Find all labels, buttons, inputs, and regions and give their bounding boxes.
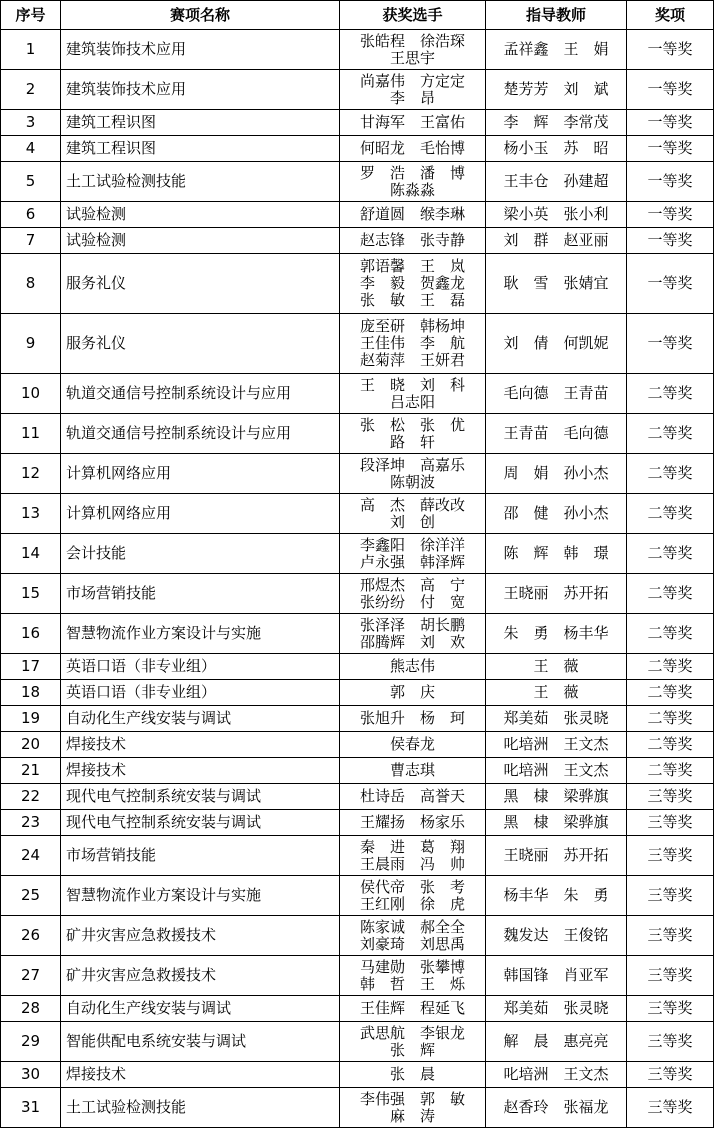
winner-line: 王耀扬 杨家乐 [359,813,465,831]
winners [340,574,486,614]
winner-line: 杜诗岳 高誉天 [359,787,465,805]
teachers: 刘 群 赵亚丽 [486,228,627,254]
winners [340,1088,486,1128]
teachers: 刘 倩 何凯妮 [486,314,627,374]
event-name: 轨道交通信号控制系统设计与应用 [61,414,340,454]
table-row [1,534,714,574]
winners [340,916,486,956]
winner-line: 王佳辉 程延飞 [359,999,465,1017]
event-name: 英语口语（非专业组） [61,680,340,706]
award-level: 一等奖 [627,136,714,162]
event-name: 计算机网络应用 [61,494,340,534]
award-level: 二等奖 [627,574,714,614]
winner-line: 张 晨 [389,1065,435,1083]
winners [340,654,486,680]
row-index: 18 [1,680,61,706]
table-row [1,1022,714,1062]
winner-line: 吕志阳 [389,392,435,411]
table-row [1,758,714,784]
winners [340,732,486,758]
teachers: 陈 辉 韩 璟 [486,534,627,574]
teachers: 王青苗 毛向德 [486,414,627,454]
teachers: 魏发达 王俊铭 [486,916,627,956]
event-name: 试验检测 [61,202,340,228]
winner-line: 张旭升 杨 珂 [359,709,465,727]
row-index: 13 [1,494,61,534]
header-winners: 获奖选手 [340,1,486,30]
teachers: 杨小玉 苏 昭 [486,136,627,162]
header-award: 奖项 [627,1,714,30]
event-name: 建筑工程识图 [61,136,340,162]
teachers: 李 辉 李常茂 [486,110,627,136]
award-level: 三等奖 [627,1088,714,1128]
award-level: 一等奖 [627,70,714,110]
row-index: 23 [1,810,61,836]
row-index: 11 [1,414,61,454]
winner-line: 王佳伟 李 航 [359,334,465,352]
event-name: 智能供配电系统安装与调试 [61,1022,340,1062]
winner-line: 张皓程 徐浩琛 [359,31,465,50]
award-level: 二等奖 [627,534,714,574]
table-row [1,30,714,70]
winners [340,494,486,534]
table-row [1,1062,714,1088]
winners [340,956,486,996]
winner-line: 邢煜杰 高 宁 [359,575,465,594]
winner-line: 何昭龙 毛怡博 [359,139,465,157]
row-index: 30 [1,1062,61,1088]
winners [340,758,486,784]
winner-line: 庞至研 韩杨坤 [359,317,465,335]
teachers: 解 晨 惠亮亮 [486,1022,627,1062]
winner-line: 曹志琪 [389,761,435,779]
winner-line: 张泽泽 胡长鹏 [359,615,465,634]
table-row [1,228,714,254]
table-row [1,574,714,614]
winner-line: 路 轩 [389,432,435,451]
winner-line: 陈朝波 [389,472,435,491]
winners [340,70,486,110]
award-level: 二等奖 [627,758,714,784]
event-name: 矿井灾害应急救援技术 [61,956,340,996]
award-level: 三等奖 [627,916,714,956]
winner-line: 邵腾辉 刘 欢 [359,632,465,651]
teachers: 王晓丽 苏开拓 [486,574,627,614]
table-row [1,732,714,758]
winner-line: 段泽坤 高嘉乐 [359,455,465,474]
event-name: 土工试验检测技能 [61,1088,340,1128]
award-level: 一等奖 [627,30,714,70]
teachers: 叱培洲 王文杰 [486,758,627,784]
teachers: 邵 健 孙小杰 [486,494,627,534]
award-level: 二等奖 [627,414,714,454]
table-row [1,680,714,706]
row-index: 21 [1,758,61,784]
teachers: 朱 勇 杨丰华 [486,614,627,654]
event-name: 土工试验检测技能 [61,162,340,202]
event-name: 服务礼仪 [61,254,340,314]
event-name: 建筑工程识图 [61,110,340,136]
row-index: 5 [1,162,61,202]
winners [340,534,486,574]
event-name: 试验检测 [61,228,340,254]
event-name: 市场营销技能 [61,836,340,876]
teachers: 楚芳芳 刘 斌 [486,70,627,110]
event-name: 会计技能 [61,534,340,574]
winner-line: 赵菊萍 王妍君 [359,351,465,369]
header-teachers: 指导教师 [486,1,627,30]
event-name: 焊接技术 [61,758,340,784]
event-name: 矿井灾害应急救援技术 [61,916,340,956]
winners [340,836,486,876]
winners [340,1062,486,1088]
table-row [1,202,714,228]
event-name: 市场营销技能 [61,574,340,614]
winner-line: 刘豪琦 刘思禹 [359,934,465,953]
winner-line: 王晨雨 冯 帅 [359,854,465,873]
winner-line: 罗 浩 潘 博 [359,163,465,182]
winners [340,136,486,162]
winner-line: 王思宇 [389,48,435,67]
winners [340,202,486,228]
teachers: 耿 雪 张婧宜 [486,254,627,314]
teachers: 孟祥鑫 王 娟 [486,30,627,70]
table-row [1,810,714,836]
event-name: 英语口语（非专业组） [61,654,340,680]
event-name: 焊接技术 [61,732,340,758]
teachers: 毛向德 王青苗 [486,374,627,414]
teachers: 王丰仓 孙建超 [486,162,627,202]
table-row [1,136,714,162]
winner-line: 舒道圆 缑李琳 [359,205,465,223]
table-row [1,414,714,454]
winner-line: 高 杰 薛改改 [359,495,465,514]
header-row [1,1,714,30]
winner-line: 王红刚 徐 虎 [359,894,465,913]
event-name: 服务礼仪 [61,314,340,374]
winner-line: 侯春龙 [389,735,435,753]
award-level: 一等奖 [627,162,714,202]
row-index: 28 [1,996,61,1022]
winners [340,996,486,1022]
winners [340,162,486,202]
winners [340,784,486,810]
table-row [1,374,714,414]
teachers: 郑美茹 张灵晓 [486,706,627,732]
winner-line: 武思航 李银龙 [359,1023,465,1042]
award-level: 一等奖 [627,254,714,314]
winners [340,110,486,136]
row-index: 6 [1,202,61,228]
table-row [1,70,714,110]
award-level: 三等奖 [627,1062,714,1088]
winners [340,1022,486,1062]
winner-line: 熊志伟 [389,657,435,675]
event-name: 建筑装饰技术应用 [61,70,340,110]
teachers: 郑美茹 张灵晓 [486,996,627,1022]
award-level: 一等奖 [627,314,714,374]
winners [340,614,486,654]
winners [340,254,486,314]
winner-line: 张纷纷 付 宽 [359,592,465,611]
winner-line: 马建勋 张攀博 [359,957,465,976]
row-index: 8 [1,254,61,314]
award-level: 二等奖 [627,614,714,654]
winner-line: 赵志锋 张寺静 [359,231,465,249]
event-name: 自动化生产线安装与调试 [61,996,340,1022]
row-index: 27 [1,956,61,996]
event-name: 建筑装饰技术应用 [61,30,340,70]
award-level: 二等奖 [627,732,714,758]
winner-line: 王 晓 刘 科 [359,375,465,394]
award-level: 一等奖 [627,110,714,136]
row-index: 24 [1,836,61,876]
award-level: 三等奖 [627,1022,714,1062]
winner-line: 侯代帝 张 考 [359,877,465,896]
row-index: 19 [1,706,61,732]
event-name: 计算机网络应用 [61,454,340,494]
table-row [1,110,714,136]
row-index: 25 [1,876,61,916]
winner-line: 张 敏 王 磊 [359,291,465,309]
table-row [1,254,714,314]
event-name: 轨道交通信号控制系统设计与应用 [61,374,340,414]
table-row [1,162,714,202]
row-index: 10 [1,374,61,414]
award-level: 三等奖 [627,810,714,836]
event-name: 自动化生产线安装与调试 [61,706,340,732]
winner-line: 李 昂 [389,88,435,107]
award-level: 二等奖 [627,494,714,534]
table-row [1,956,714,996]
winners [340,374,486,414]
row-index: 2 [1,70,61,110]
award-level: 三等奖 [627,876,714,916]
teachers: 韩国锋 肖亚军 [486,956,627,996]
award-level: 一等奖 [627,202,714,228]
row-index: 29 [1,1022,61,1062]
event-name: 现代电气控制系统安装与调试 [61,810,340,836]
winner-line: 韩 哲 王 烁 [359,974,465,993]
teachers: 王 薇 [486,654,627,680]
winners [340,30,486,70]
row-index: 16 [1,614,61,654]
winners [340,680,486,706]
teachers: 杨丰华 朱 勇 [486,876,627,916]
award-level: 三等奖 [627,996,714,1022]
event-name: 焊接技术 [61,1062,340,1088]
teachers: 叱培洲 王文杰 [486,1062,627,1088]
event-name: 智慧物流作业方案设计与实施 [61,876,340,916]
winners [340,876,486,916]
winner-line: 李鑫阳 徐洋洋 [359,535,465,554]
award-level: 二等奖 [627,654,714,680]
award-level: 三等奖 [627,784,714,810]
row-index: 14 [1,534,61,574]
winner-line: 麻 涛 [389,1106,435,1125]
winner-line: 郭语馨 王 岚 [359,257,465,275]
row-index: 15 [1,574,61,614]
award-level: 二等奖 [627,706,714,732]
teachers: 梁小英 张小利 [486,202,627,228]
teachers: 王晓丽 苏开拓 [486,836,627,876]
teachers: 黑 棣 梁骅旗 [486,810,627,836]
winners [340,706,486,732]
table-row [1,916,714,956]
event-name: 现代电气控制系统安装与调试 [61,784,340,810]
row-index: 9 [1,314,61,374]
winner-line: 郭 庆 [389,683,435,701]
teachers: 叱培洲 王文杰 [486,732,627,758]
winner-line: 张 辉 [389,1040,435,1059]
table-row [1,314,714,374]
award-level: 二等奖 [627,680,714,706]
winner-line: 秦 进 葛 翔 [359,837,465,856]
winner-line: 尚嘉伟 方定定 [359,71,465,90]
winners [340,810,486,836]
table-row [1,494,714,534]
row-index: 26 [1,916,61,956]
winners [340,454,486,494]
row-index: 20 [1,732,61,758]
table-row [1,784,714,810]
row-index: 31 [1,1088,61,1128]
row-index: 3 [1,110,61,136]
row-index: 12 [1,454,61,494]
table-row [1,654,714,680]
award-level: 三等奖 [627,836,714,876]
row-index: 7 [1,228,61,254]
winners [340,228,486,254]
header-event-name: 赛项名称 [61,1,340,30]
table-row [1,1088,714,1128]
winner-line: 刘 创 [389,512,435,531]
award-level: 二等奖 [627,454,714,494]
winner-line: 陈家诚 郝全全 [359,917,465,936]
winner-line: 卢永强 韩泽辉 [359,552,465,571]
table-row [1,614,714,654]
table-row [1,454,714,494]
winner-line: 张 松 张 优 [359,415,465,434]
teachers: 王 薇 [486,680,627,706]
table-row [1,996,714,1022]
winners [340,414,486,454]
teachers: 黑 棣 梁骅旗 [486,784,627,810]
winner-line: 李 毅 贺鑫龙 [359,274,465,292]
header-index: 序号 [1,1,61,30]
teachers: 周 娟 孙小杰 [486,454,627,494]
winner-line: 甘海军 王富佑 [359,113,465,131]
row-index: 1 [1,30,61,70]
table-row [1,706,714,732]
award-level: 三等奖 [627,956,714,996]
row-index: 4 [1,136,61,162]
row-index: 17 [1,654,61,680]
row-index: 22 [1,784,61,810]
table-row [1,836,714,876]
winner-line: 李伟强 郭 敏 [359,1089,465,1108]
event-name: 智慧物流作业方案设计与实施 [61,614,340,654]
winners [340,314,486,374]
winner-line: 陈淼淼 [389,180,435,199]
award-level: 一等奖 [627,228,714,254]
teachers: 赵香玲 张福龙 [486,1088,627,1128]
table-row [1,876,714,916]
award-level: 二等奖 [627,374,714,414]
